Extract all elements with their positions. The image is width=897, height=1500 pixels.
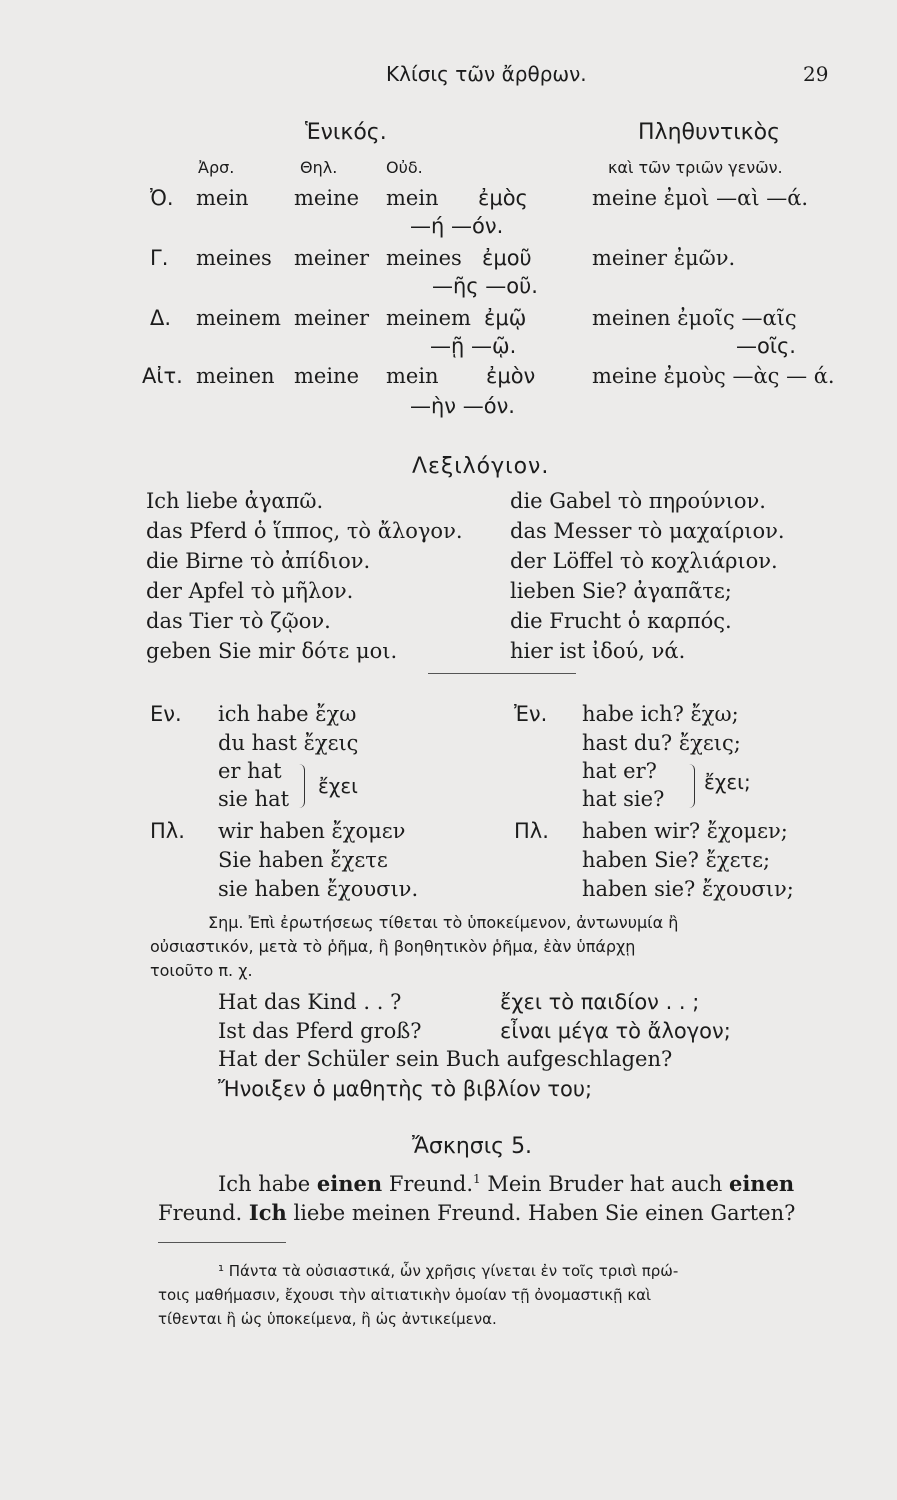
vocab-entry: der Löffel τὸ κοχλιάριον. [510,549,778,573]
vocab-entry: das Pferd ὁ ἵππος, τὸ ἄλογον. [146,519,463,543]
masc-form: mein [196,186,249,210]
example-german: Hat der Schüler sein Buch aufgeschlagen? [218,1047,673,1071]
neut-form: meines [386,246,462,270]
greek-form: ἐμὸν [486,364,536,388]
conj-label-plural: Πλ. [514,819,549,843]
conj-form: hast du? ἔχεις; [582,731,741,755]
vocab-entry: lieben Sie? ἀγαπᾶτε; [510,579,732,603]
plural-form: meine ἐμοὺς —ὰς — ά. [592,364,835,388]
exercise-text: Freund. [388,1172,474,1196]
conj-form: hat sie? [582,787,665,811]
exercise-text: Haben Sie einen Garten? [528,1201,796,1225]
conj-form: habe ich? ἔχω; [582,702,739,726]
note-line: Σημ. Ἐπὶ ἐρωτήσεως τίθεται τὸ ὑποκείμενον, ἀντωνυμία ἢ [208,913,679,932]
conj-form: haben wir? ἔχομεν; [582,819,788,843]
greek-form: ἐμὸς [478,186,528,210]
exercise-text: liebe meinen Freund. [293,1201,522,1225]
greek-endings: —ῆς —οῦ. [432,274,538,298]
footnote-marker: 1 [473,1172,481,1186]
plural-extra: —οῖς. [736,334,796,358]
plural-form: meine ἐμοὶ —αὶ —ά. [592,186,809,210]
exercise-line-1 [218,1171,794,1196]
page-number: 29 [803,62,829,86]
exercise-heading: Ἄσκησις 5. [412,1134,533,1159]
fem-form: meine [294,186,360,210]
greek-form: ἐμῷ [484,306,527,330]
conj-form: haben sie? ἔχουσιν; [582,877,794,901]
conj-form: ich habe ἔχω [218,702,357,726]
vocab-entry: das Tier τὸ ζῷον. [146,609,331,633]
singular-heading: Ἑνικός. [305,120,387,145]
plural-heading: Πληθυντικὸς [638,120,781,145]
example-greek: ἔχει τὸ παιδίον . . ; [500,990,700,1014]
note-line: τοιοῦτο π. χ. [150,961,253,980]
conj-form: sie hat [218,787,290,811]
conj-label-singular: Ἐν. [514,702,548,726]
fem-form: meiner [294,306,370,330]
vocab-entry: das Messer τὸ μαχαίριον. [510,519,785,543]
conj-form: er hat [218,759,282,783]
footnote-divider [158,1242,286,1243]
case-label: Δ. [150,306,172,330]
example-greek: εἶναι μέγα τὸ ἄλογον; [500,1019,731,1043]
exercise-line-2 [158,1200,795,1225]
case-label: Αἰτ. [142,364,183,388]
plural-subheading: καὶ τῶν τριῶν γενῶν. [608,158,783,177]
conj-form: du hast ἔχεις [218,731,359,755]
greek-form: ἐμοῦ [482,246,532,270]
vocab-entry: die Frucht ὁ καρπός. [510,609,732,633]
conj-label-plural: Πλ. [150,819,185,843]
brace [688,764,695,808]
vocab-entry: hier ist ἰδού, νά. [510,639,686,663]
example-greek: Ἤνοιξεν ὁ μαθητὴς τὸ βιβλίον του; [218,1077,593,1101]
vocab-entry: der Apfel τὸ μῆλον. [146,579,354,603]
conj-form: sie haben ἔχουσιν. [218,877,419,901]
case-label: Ὀ. [150,186,174,210]
greek-endings: —ή —όν. [410,214,504,238]
footnote-line: ¹ Πάντα τὰ οὐσιαστικά, ὧν χρῆσις γίνεται ἐν τοῖς τρισὶ πρώ- [218,1262,679,1280]
conj-shared-form: ἔχει; [704,770,751,794]
footnote-line: τοις μαθήμασιν, ἔχουσι τὴν αἰτιατικὴν ὁμοίαν τῇ ὀνομαστικῇ καὶ [158,1286,652,1304]
vocabulary-heading: Λεξιλόγιον. [412,454,550,479]
exercise-text: Mein Bruder hat auch [487,1172,723,1196]
vocab-entry: geben Sie mir δότε μοι. [146,639,398,663]
case-label: Γ. [150,246,169,270]
conj-form: hat er? [582,759,657,783]
vocab-entry: Ich liebe ἀγαπῶ. [146,489,324,513]
fem-form: meine [294,364,360,388]
exercise-bold-text: einen [316,1171,383,1196]
vocab-entry: die Gabel τὸ πηρούνιον. [510,489,766,513]
exercise-text: Ich habe [218,1172,311,1196]
conj-label-singular: Εν. [150,702,182,726]
gender-header-masc: Ἀρσ. [198,158,235,177]
greek-endings: —ῇ —ῷ. [430,334,517,358]
plural-form: meinen ἐμοῖς —αῖς [592,306,797,330]
note-line: οὐσιαστικόν, μετὰ τὸ ῥῆμα, ἢ βοηθητικὸν ῥῆμα, ἐὰν ὑπάρχῃ [150,937,636,956]
gender-header-fem: Θηλ. [300,158,338,177]
conj-form: haben Sie? ἔχετε; [582,848,771,872]
neut-form: meinem [386,306,471,330]
neut-form: mein [386,186,439,210]
greek-endings: —ὴν —όν. [410,394,515,418]
masc-form: meinem [196,306,281,330]
neut-form: mein [386,364,439,388]
gender-header-neut: Οὐδ. [386,158,423,177]
vocab-entry: die Birne τὸ ἀπίδιον. [146,549,371,573]
conj-form: Sie haben ἔχετε [218,848,388,872]
fem-form: meiner [294,246,370,270]
plural-form: meiner ἐμῶν. [592,246,736,270]
masc-form: meinen [196,364,275,388]
exercise-bold-text: Ich [248,1200,287,1225]
example-german: Ist das Pferd groß? [218,1019,422,1043]
conj-shared-form: ἔχει [318,774,358,798]
section-divider [428,673,576,674]
running-title: Κλίσις τῶν ἄρθρων. [386,62,587,86]
brace [298,764,305,808]
example-german: Hat das Kind . . ? [218,990,402,1014]
exercise-text: Freund. [158,1201,243,1225]
masc-form: meines [196,246,272,270]
exercise-bold-text: einen [728,1171,795,1196]
conj-form: wir haben ἔχομεν [218,819,406,843]
footnote-line: τίθενται ἢ ὡς ὑποκείμενα, ἢ ὡς ἀντικείμενα. [158,1310,497,1328]
